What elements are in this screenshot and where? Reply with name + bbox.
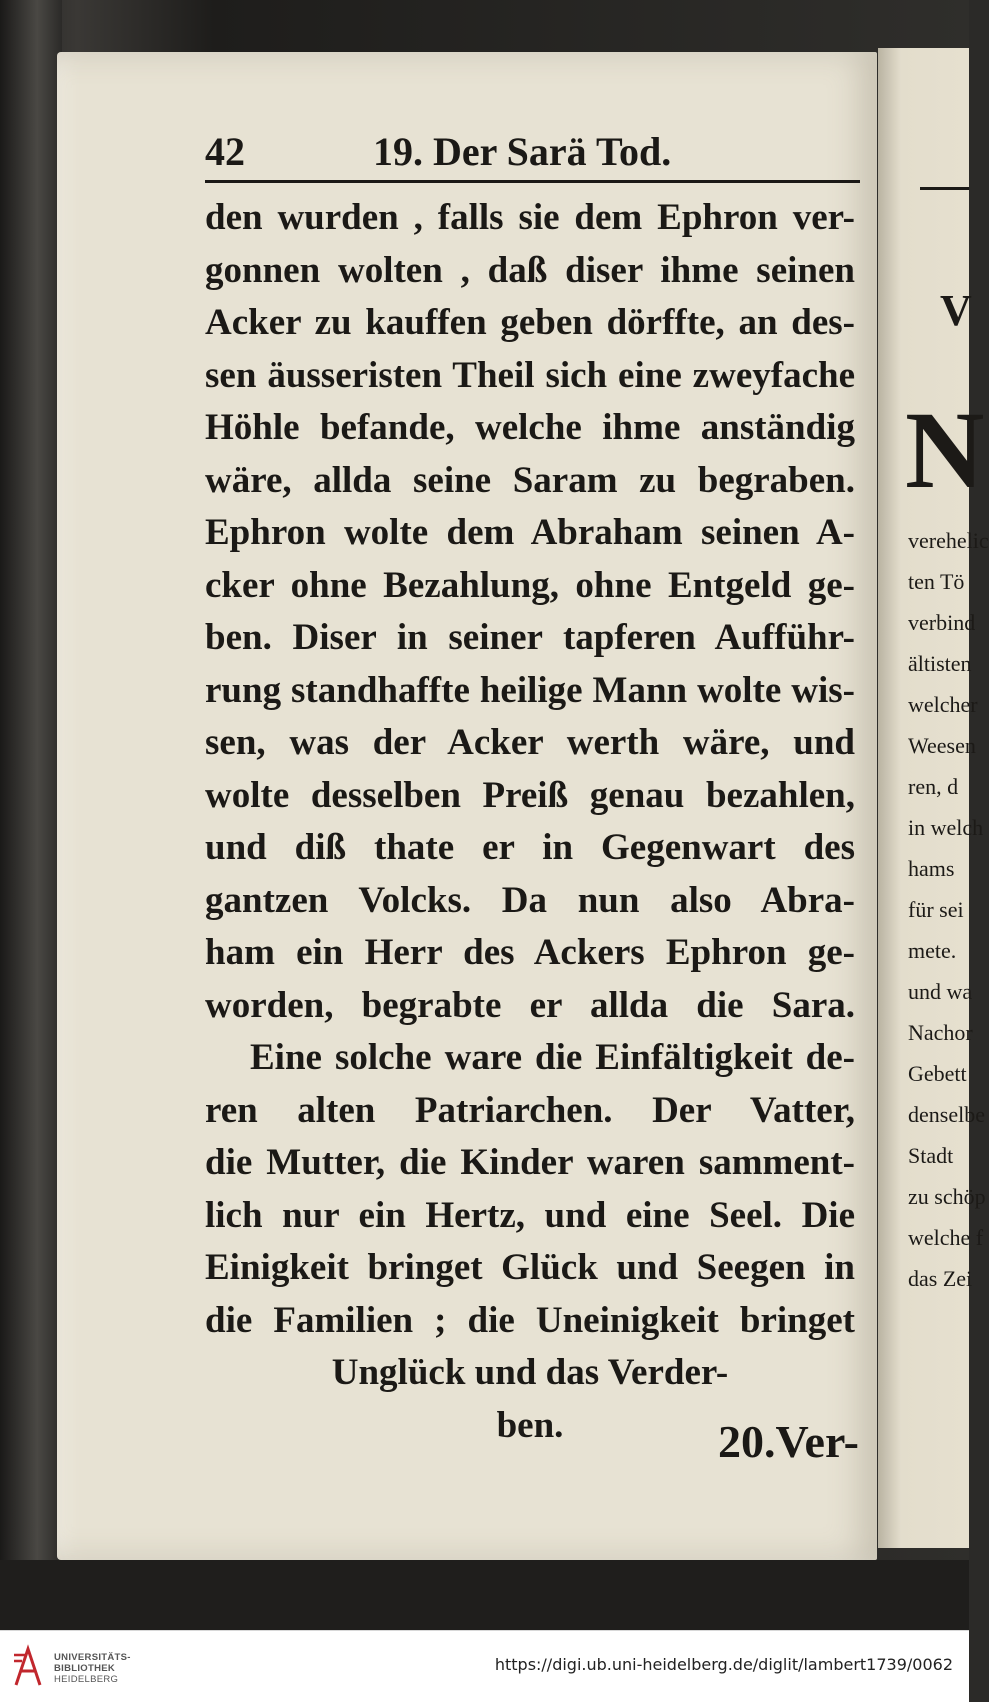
text-line: sen, was der Acker werth wäre, und: [205, 722, 855, 763]
facing-text-line: ren, d: [908, 774, 959, 799]
running-title: 19. Der Sarä Tod.: [373, 129, 672, 174]
text-line: ben.: [496, 1404, 564, 1446]
text-line: worden, begrabte er allda die Sara.: [205, 984, 855, 1026]
text-line: rung standhaffte heilige Mann wolte wis-: [205, 669, 855, 711]
text-line: ren alten Patriarchen. Der Vatter,: [205, 1089, 855, 1131]
facing-text-line: verbind: [908, 610, 976, 635]
text-line: Einigkeit bringet Glück und Seegen in: [205, 1247, 855, 1288]
facing-text-line: das Zei: [908, 1266, 973, 1291]
facing-heading: V: [940, 286, 972, 335]
catchword: 20.Ver-: [718, 1416, 859, 1467]
facing-text-line: in welch: [908, 815, 984, 840]
institution-line-2: BIBLIOTHEK: [54, 1663, 116, 1674]
book-spine: [0, 0, 62, 1630]
facing-text-line: welcher: [908, 692, 978, 717]
page-number: 42: [205, 129, 245, 174]
facing-header-rule: [920, 187, 969, 190]
facing-text-line: zu schöp: [908, 1184, 986, 1209]
facing-text-line: ten Tö: [908, 569, 965, 594]
text-line: gonnen wolten , daß diser ihme seinen: [205, 249, 855, 291]
facing-text-line: und wa: [908, 979, 973, 1004]
text-line: die Familien ; die Uneinigkeit bringet: [205, 1299, 855, 1341]
facing-page-text: [908, 520, 989, 1299]
header-rule: [205, 180, 860, 183]
text-line: ham ein Herr des Ackers Ephron ge-: [205, 932, 855, 973]
text-line: wolte desselben Preiß genau bezahlen,: [205, 774, 855, 816]
facing-text-line: denselbe: [908, 1102, 985, 1127]
institution-name[interactable]: [54, 1652, 131, 1685]
text-line: Acker zu kauffen geben dörffte, an des-: [205, 302, 855, 343]
facing-text-line: Stadt: [908, 1143, 954, 1168]
text-line: gantzen Volcks. Da nun also Abra-: [205, 879, 855, 921]
facing-text-line: welche f: [908, 1225, 984, 1250]
text-line: Unglück und das Verder-: [331, 1352, 729, 1393]
university-library-logo-icon[interactable]: [12, 1645, 44, 1689]
viewer-footer: [0, 1630, 969, 1702]
text-line: Ephron wolte dem Abraham seinen A-: [205, 512, 855, 553]
facing-text-line: verehelic: [908, 528, 989, 553]
scan-bottom-edge: [0, 1560, 969, 1630]
facing-text-line: für sei: [908, 897, 964, 922]
text-line: Eine solche ware die Einfältigkeit de-: [250, 1037, 855, 1078]
text-line: lich nur ein Hertz, und eine Seel. Die: [205, 1194, 855, 1236]
facing-initial-letter: N: [905, 389, 985, 511]
permalink-url[interactable]: https://digi.ub.uni-heidelberg.de/diglit/lambert1739/0062: [494, 1655, 953, 1674]
facing-text-line: ältisten: [908, 651, 972, 676]
text-line: wäre, allda seine Saram zu begraben.: [205, 459, 855, 501]
text-line: sen äusseristen Theil sich eine zweyfache: [205, 354, 855, 396]
facing-text-line: hams: [908, 856, 955, 881]
text-line: die Mutter, die Kinder waren samment-: [205, 1142, 855, 1183]
institution-line-1: UNIVERSITÄTS-: [54, 1652, 131, 1663]
text-line: cker ohne Bezahlung, ohne Entgeld ge-: [205, 564, 855, 606]
text-line: Höhle befande, welche ihme anständig: [205, 407, 855, 448]
facing-text-line: Nachor: [908, 1020, 973, 1045]
text-line: den wurden , falls sie dem Ephron ver-: [205, 197, 855, 238]
page-body-text: [205, 192, 855, 1452]
facing-text-line: Weesen: [908, 733, 976, 758]
text-line: ben. Diser in seiner tapferen Aufführ-: [205, 617, 855, 658]
text-line: und diß thate er in Gegenwart des: [205, 827, 855, 868]
institution-line-3: HEIDELBERG: [54, 1674, 119, 1685]
facing-text-line: Gebett: [908, 1061, 967, 1086]
facing-text-line: mete.: [908, 938, 957, 963]
